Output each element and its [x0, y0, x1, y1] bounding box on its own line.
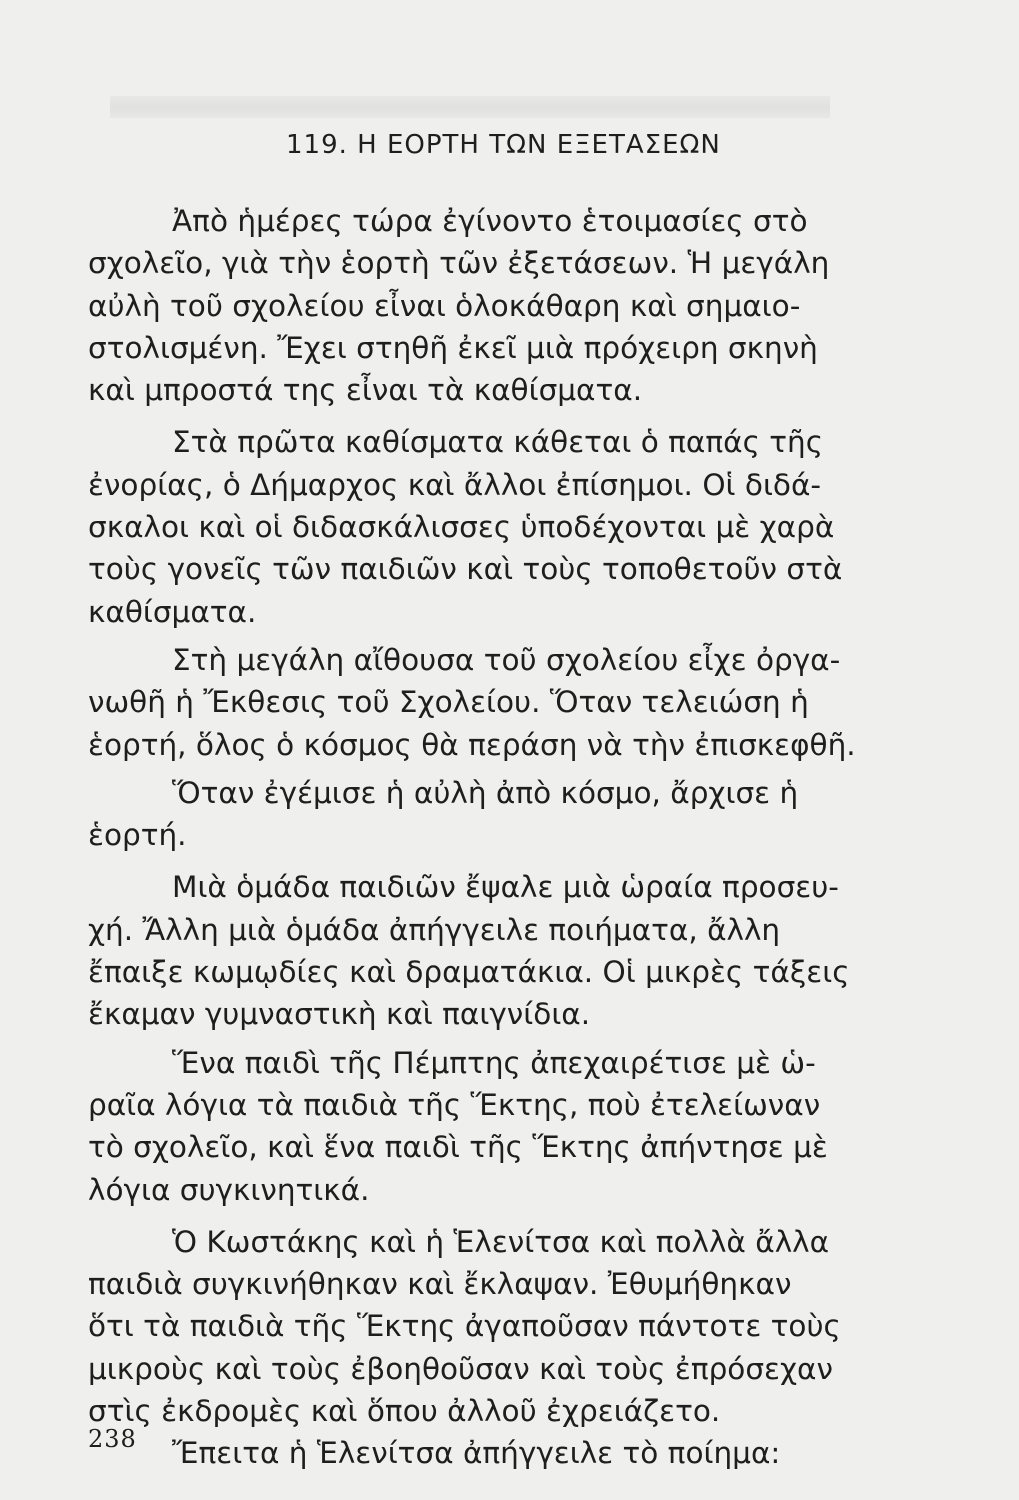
text-line: ὅτι τὰ παιδιὰ τῆς Ἕκτης ἀγαποῦσαν πάντοτε τοὺς — [88, 1309, 841, 1344]
text-line: παιδιὰ συγκινήθηκαν καὶ ἔκλαψαν. Ἐθυμήθηκαν — [88, 1267, 792, 1302]
text-line: Ἔπειτα ἡ Ἑλενίτσα ἀπήγγειλε τὸ ποίημα: — [172, 1436, 781, 1471]
paragraph — [88, 772, 933, 857]
text-line: ραῖα λόγια τὰ παιδιὰ τῆς Ἕκτης, ποὺ ἐτελείωναν — [88, 1087, 821, 1122]
text-line: Ὁ Κωστάκης καὶ ἡ Ἑλενίτσα καὶ πολλὰ ἄλλα — [172, 1224, 830, 1259]
text-line: χή. Ἄλλη μιὰ ὁμάδα ἀπήγγειλε ποιήματα, ἄλλη — [88, 912, 781, 947]
text-line: στολισμένη. Ἔχει στηθῆ ἐκεῖ μιὰ πρόχειρη σκηνὴ — [88, 330, 818, 365]
text-line: Στὰ πρῶτα καθίσματα κάθεται ὁ παπάς τῆς — [172, 425, 824, 460]
chapter-title: 119. Η ΕΟΡΤΗ ΤΩΝ ΕΞΕΤΑΣΕΩΝ — [286, 130, 721, 160]
text-line: Μιὰ ὁμάδα παιδιῶν ἔψαλε μιὰ ὡραία προσευ- — [172, 870, 839, 905]
text-line: ἔκαμαν γυμναστικὴ καὶ παιγνίδια. — [88, 997, 591, 1032]
page-number: 238 — [88, 1425, 137, 1453]
paragraph — [88, 1221, 933, 1432]
text-line: Στὴ μεγάλη αἴθουσα τοῦ σχολείου εἶχε ὀργα- — [172, 642, 841, 677]
text-line: σχολεῖο, γιὰ τὴν ἑορτὴ τῶν ἐξετάσεων. Ἡ μεγάλη — [88, 246, 830, 281]
text-line: Ἀπὸ ἡμέρες τώρα ἐγίνοντο ἑτοιμασίες στὸ — [172, 204, 808, 238]
paragraph — [88, 200, 933, 411]
paragraph — [88, 1432, 933, 1474]
paragraph — [88, 639, 933, 766]
text-line: ἐνορίας, ὁ Δήμαρχος καὶ ἄλλοι ἐπίσημοι. Οἱ διδά- — [88, 467, 822, 502]
text-line: Ὅταν ἐγέμισε ἡ αὐλὴ ἀπὸ κόσμο, ἄρχισε ἡ — [172, 775, 799, 810]
text-line: καὶ μπροστά της εἶναι τὰ καθίσματα. — [88, 373, 643, 408]
show-through-band — [110, 96, 830, 118]
text-line: καθίσματα. — [88, 594, 257, 629]
text-line: τοὺς γονεῖς τῶν παιδιῶν καὶ τοὺς τοποθετοῦν στὰ — [88, 552, 843, 587]
text-line: ἑορτή, ὅλος ὁ κόσμος θὰ περάση νὰ τὴν ἐπισκεφθῆ. — [88, 727, 856, 762]
paragraph — [88, 1042, 933, 1211]
chapter-body — [88, 200, 933, 1475]
text-line: στὶς ἐκδρομὲς καὶ ὅπου ἀλλοῦ ἐχρειάζετο. — [88, 1394, 721, 1429]
text-line: Ἕνα παιδὶ τῆς Πέμπτης ἀπεχαιρέτισε μὲ ὡ- — [172, 1045, 816, 1080]
text-line: σκαλοι καὶ οἱ διδασκάλισσες ὑποδέχονται μὲ χαρὰ — [88, 510, 835, 545]
paragraph — [88, 866, 933, 1035]
text-line: νωθῆ ἡ Ἔκθεσις τοῦ Σχολείου. Ὅταν τελειώση ἡ — [88, 685, 809, 720]
text-line: λόγια συγκινητικά. — [88, 1172, 370, 1207]
paragraph — [88, 421, 933, 632]
text-line: αὐλὴ τοῦ σχολείου εἶναι ὁλοκάθαρη καὶ σημαιο- — [88, 288, 801, 323]
text-line: ἔπαιξε κωμῳδίες καὶ δραματάκια. Οἱ μικρὲς τάξεις — [88, 955, 850, 990]
text-line: τὸ σχολεῖο, καὶ ἕνα παιδὶ τῆς Ἕκτης ἀπήντησε μὲ — [88, 1130, 828, 1165]
text-line: μικροὺς καὶ τοὺς ἐβοηθοῦσαν καὶ τοὺς ἐπρόσεχαν — [88, 1351, 833, 1386]
text-line: ἑορτή. — [88, 818, 187, 853]
